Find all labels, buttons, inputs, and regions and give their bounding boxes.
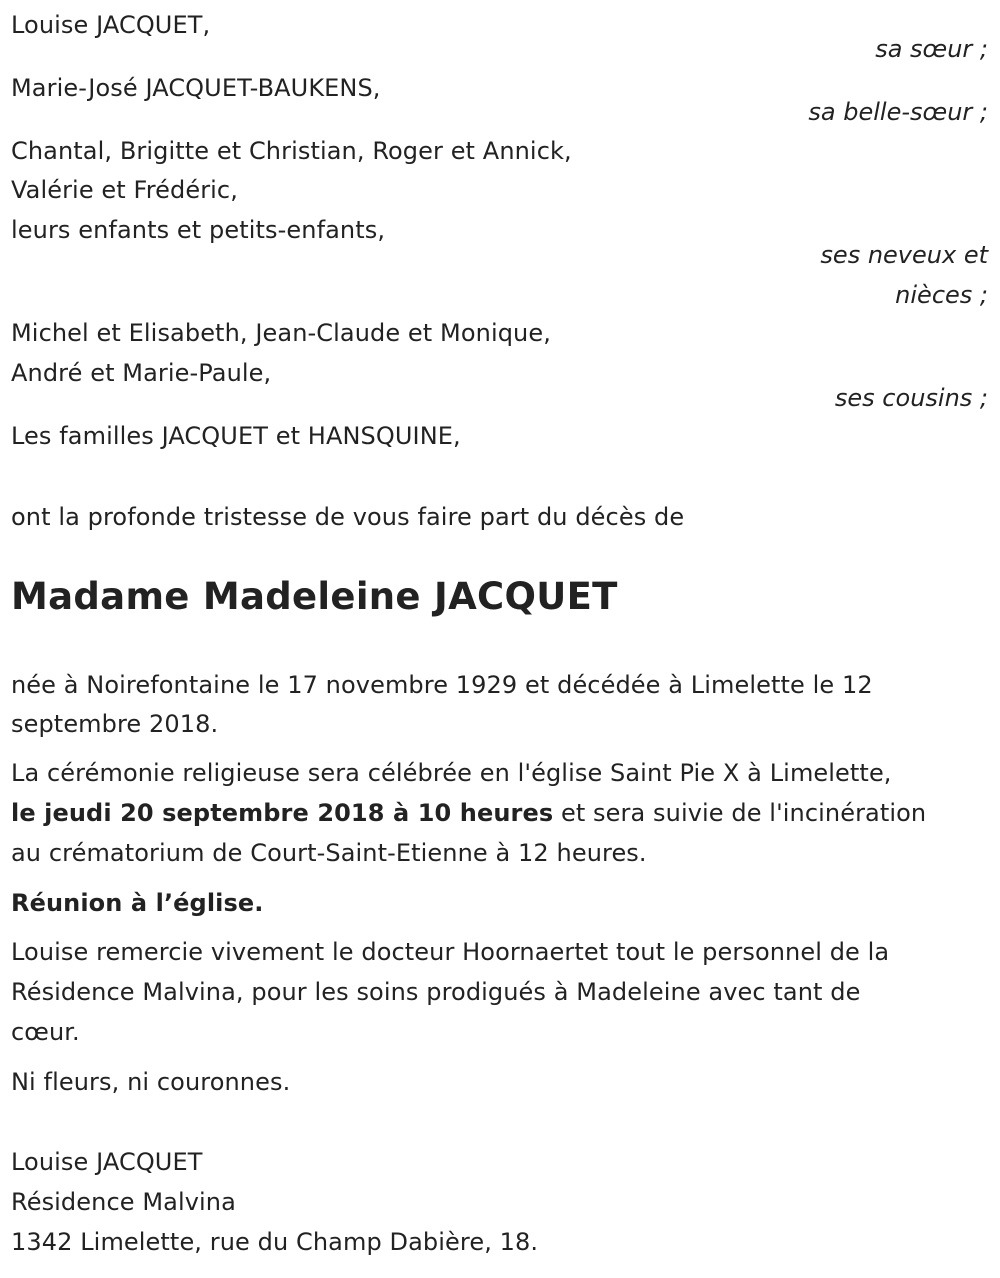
nephews-relation-line-1: ses neveux et [820,241,988,269]
ceremony-line-2 [11,798,926,828]
announcement: ont la profonde tristesse de vous faire part du décès de [11,503,685,531]
meeting-note: Réunion à l’église. [11,889,264,917]
thanks-line-1: Louise remercie vivement le docteur Hoornaertet tout le personnel de la [11,938,890,966]
birth-line-1: née à Noirefontaine le 17 novembre 1929 et décédée à Limelette le 12 [11,671,873,699]
deceased-name: Madame Madeleine JACQUET [11,575,618,618]
sister-name: Louise JACQUET, [11,11,211,39]
nephews-line-3: leurs enfants et petits-enfants, [11,216,386,244]
nephews-line-2: Valérie et Frédéric, [11,176,238,204]
ceremony-line-1: La cérémonie religieuse sera célébrée en l'église Saint Pie X à Limelette, [11,759,892,787]
nephews-relation-line-2: nièces ; [895,281,988,309]
thanks-line-2: Résidence Malvina, pour les soins prodigués à Madeleine avec tant de [11,978,861,1006]
ceremony-date: le jeudi 20 septembre 2018 à 10 heures [11,799,554,827]
address-line-3: 1342 Limelette, rue du Champ Dabière, 18. [11,1228,539,1256]
cousins-line-2: André et Marie-Paule, [11,359,272,387]
sister-in-law-name: Marie-José JACQUET-BAUKENS, [11,74,381,102]
ceremony-line-3: au crématorium de Court-Saint-Etienne à 12 heures. [11,839,647,867]
address-line-2: Résidence Malvina [11,1188,236,1216]
birth-line-2: septembre 2018. [11,710,219,738]
nephews-line-1: Chantal, Brigitte et Christian, Roger et Annick, [11,137,572,165]
cousins-line-1: Michel et Elisabeth, Jean-Claude et Monique, [11,319,551,347]
no-flowers: Ni fleurs, ni couronnes. [11,1068,291,1096]
cousins-relation: ses cousins ; [834,384,988,412]
ceremony-line-2-rest: et sera suivie de l'incinération [553,799,927,827]
sister-in-law-relation: sa belle-sœur ; [808,98,988,126]
address-line-1: Louise JACQUET [11,1148,203,1176]
sister-relation: sa sœur ; [875,35,988,63]
families-line: Les familles JACQUET et HANSQUINE, [11,422,461,450]
thanks-line-3: cœur. [11,1018,80,1046]
